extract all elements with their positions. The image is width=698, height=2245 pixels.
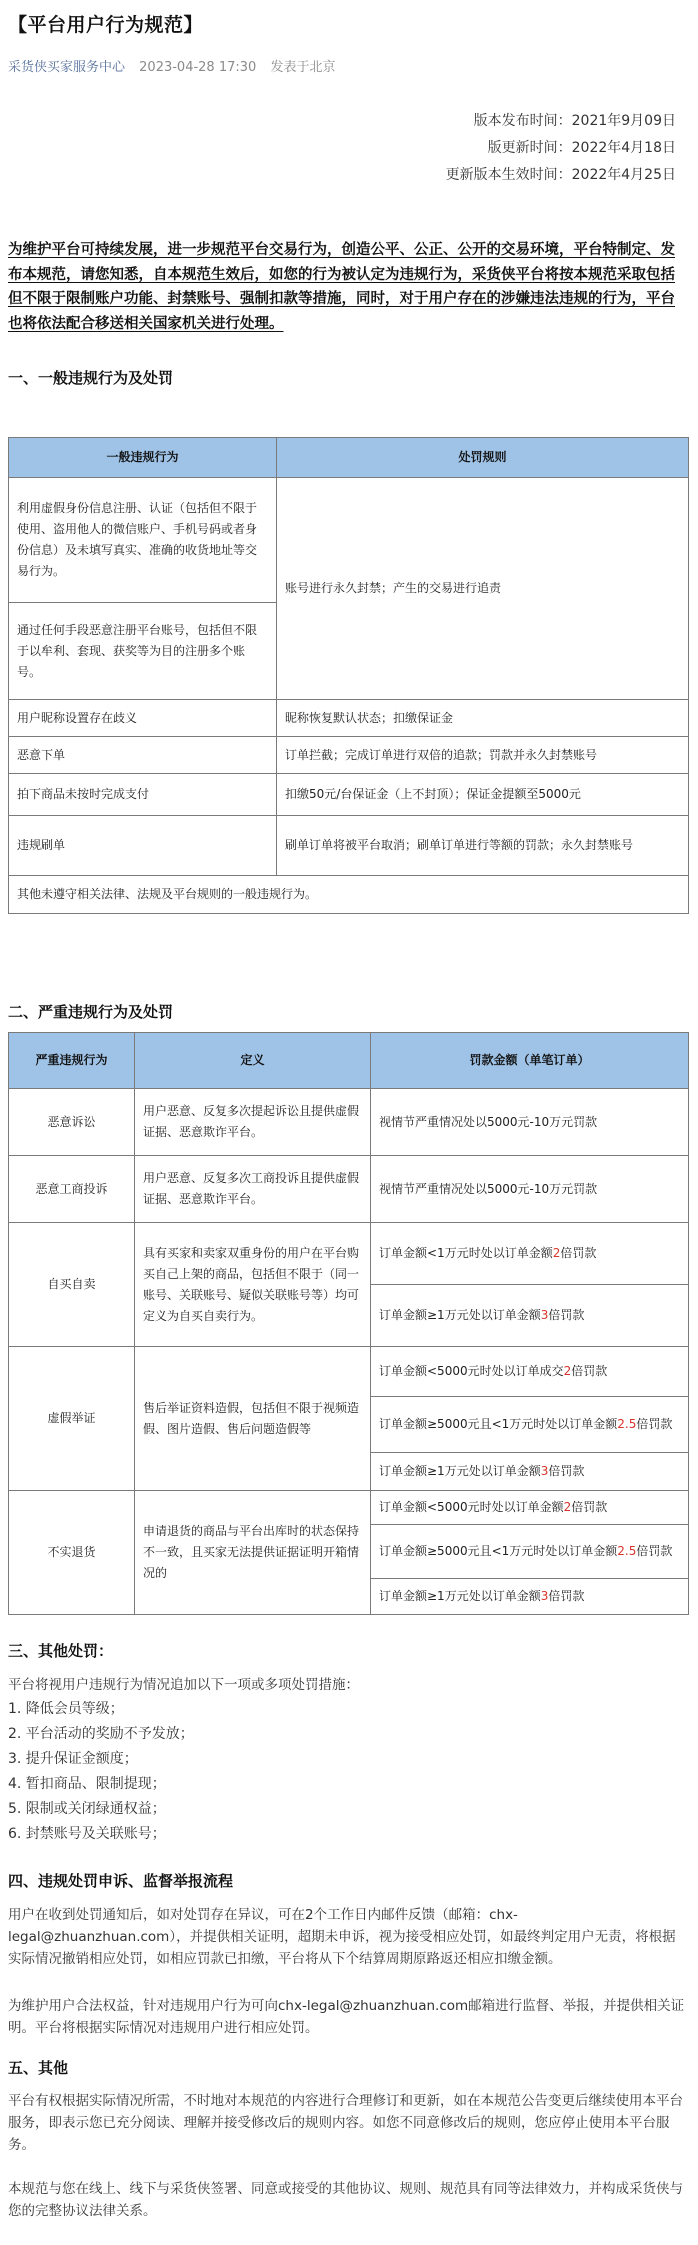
table1-header-behavior: 一般违规行为 <box>9 438 277 478</box>
author-link[interactable]: 采货侠买家服务中心 <box>8 60 126 75</box>
violation-fine: 订单金额≥1万元处以订单金额3倍罚款 <box>371 1453 689 1491</box>
list-item: 3. 提升保证金额度； <box>8 1751 138 1767</box>
table-row: 用户昵称设置存在歧义 <box>9 700 277 737</box>
table2-header-definition: 定义 <box>135 1033 371 1089</box>
table-cell: 订单拦截；完成订单进行双倍的追款；罚款并永久封禁账号 <box>277 737 689 774</box>
table-cell: 昵称恢复默认状态；扣缴保证金 <box>277 700 689 737</box>
section5-paragraph-2: 本规范与您在线上、线下与采货侠签署、同意或接受的其他协议、规则、规范具有同等法律效力，并构成采货侠与您的完整协议法律关系。 <box>8 2181 683 2219</box>
section4-paragraph-1: 用户在收到处罚通知后，如对处罚存在异议，可在2个工作日内邮件反馈（邮箱：chx-legal@zhuanzhuan.com），并提供相关证明，超期未申诉，视为接受相应处罚，如最终判定用户无责，将根据实际情况撤销相应处罚，如相应罚款已扣缴，平台将从下个结算周期原路返还相应扣缴金额。 <box>8 1907 676 1967</box>
table1-footer: 其他未遵守相关法律、法规及平台规则的一般违规行为。 <box>9 876 689 914</box>
violation-definition: 用户恶意、反复多次工商投诉且提供虚假证据、恶意欺诈平台。 <box>135 1156 371 1223</box>
violation-fine: 订单金额<1万元时处以订单金额2倍罚款 <box>371 1223 689 1285</box>
article-meta <box>8 56 345 75</box>
violation-fine: 视情节严重情况处以5000元-10万元罚款 <box>371 1089 689 1156</box>
violation-name: 不实退货 <box>9 1491 135 1615</box>
table-row: 拍下商品未按时完成支付 <box>9 774 277 816</box>
violation-definition: 用户恶意、反复多次提起诉讼且提供虚假证据、恶意欺诈平台。 <box>135 1089 371 1156</box>
section5-paragraph-1: 平台有权根据实际情况所需，不时地对本规范的内容进行合理修订和更新，如在本规范公告变更后继续使用本平台服务，即表示您已充分阅读、理解并接受修改后的规则内容。如您不同意修改后的规则，您应停止使用本平台服务。 <box>8 2093 683 2153</box>
list-item: 5. 限制或关闭绿通权益； <box>8 1801 166 1817</box>
table2-header-violation: 严重违规行为 <box>9 1033 135 1089</box>
list-item: 6. 封禁账号及关联账号； <box>8 1826 166 1842</box>
section2-heading: 二、严重违规行为及处罚 <box>8 1003 174 1021</box>
serious-violations-table <box>8 1032 689 1615</box>
section4-heading: 四、违规处罚申诉、监督举报流程 <box>8 1872 234 1890</box>
violation-fine: 订单金额<5000元时处以订单金额2倍罚款 <box>371 1491 689 1525</box>
table-row: 利用虚假身份信息注册、认证（包括但不限于使用、盗用他人的微信账户、手机号码或者身份信息）及未填写真实、准确的收货地址等交易行为。 <box>9 478 277 603</box>
section4-paragraph-2: 为维护用户合法权益，针对违规用户行为可向chx-legal@zhuanzhuan.com邮箱进行监督、举报，并提供相关证明。平台将根据实际情况对违规用户进行相应处罚。 <box>8 1998 685 2036</box>
article-title: 【平台用户行为规范】 <box>8 14 204 36</box>
merged-penalty-cell: 账号进行永久封禁；产生的交易进行追责 <box>277 478 689 700</box>
violation-definition: 售后举证资料造假，包括但不限于视频造假、图片造假、售后问题造假等 <box>135 1347 371 1491</box>
violation-name: 恶意工商投诉 <box>9 1156 135 1223</box>
violation-name: 自买自卖 <box>9 1223 135 1347</box>
version-update-time: 版更新时间：2022年4月18日 <box>487 140 676 156</box>
section3-heading: 三、其他处罚： <box>8 1642 114 1660</box>
violation-fine: 视情节严重情况处以5000元-10万元罚款 <box>371 1156 689 1223</box>
publish-location: 发表于北京 <box>270 60 336 75</box>
list-item: 4. 暂扣商品、限制提现； <box>8 1776 166 1792</box>
violation-fine: 订单金额≥5000元且<1万元时处以订单金额2.5倍罚款 <box>371 1397 689 1453</box>
list-item: 2. 平台活动的奖励不予发放； <box>8 1726 194 1742</box>
violation-fine: 订单金额≥1万元处以订单金额3倍罚款 <box>371 1285 689 1347</box>
intro-paragraph: 为维护平台可持续发展，进一步规范平台交易行为，创造公平、公正、公开的交易环境，平台特制定、发布本规范，请您知悉，自本规范生效后，如您的行为被认定为违规行为，采货侠平台将按本规范采取包括但不限于限制账户功能、封禁账号、强制扣款等措施，同时，对于用户存在的涉嫌违法违规的行为，平台也将依法配合移送相关国家机关进行处理。 <box>8 242 675 332</box>
version-effective-time: 更新版本生效时间：2022年4月25日 <box>445 167 676 183</box>
violation-name: 虚假举证 <box>9 1347 135 1491</box>
section3-lead: 平台将视用户违规行为情况追加以下一项或多项处罚措施： <box>8 1677 359 1693</box>
list-item: 1. 降低会员等级； <box>8 1701 124 1717</box>
table-row: 通过任何手段恶意注册平台账号，包括但不限于以牟利、套现、获奖等为目的注册多个账号。 <box>9 603 277 700</box>
table-cell: 扣缴50元/台保证金（上不封顶）；保证金提额至5000元 <box>277 774 689 816</box>
violation-name: 恶意诉讼 <box>9 1089 135 1156</box>
section5-heading: 五、其他 <box>8 2059 69 2077</box>
violation-definition: 具有买家和卖家双重身份的用户在平台购买自己上架的商品，包括但不限于（同一账号、关联账号、疑似关联账号等）均可定义为自买自卖行为。 <box>135 1223 371 1347</box>
table1-header-penalty: 处罚规则 <box>277 438 689 478</box>
violation-definition: 申请退货的商品与平台出库时的状态保持不一致，且买家无法提供证据证明开箱情况的 <box>135 1491 371 1615</box>
table2-header-fine: 罚款金额（单笔订单） <box>371 1033 689 1089</box>
table-cell: 刷单订单将被平台取消；刷单订单进行等额的罚款；永久封禁账号 <box>277 816 689 876</box>
version-release-time: 版本发布时间：2021年9月09日 <box>473 113 676 129</box>
violation-fine: 订单金额≥1万元处以订单金额3倍罚款 <box>371 1579 689 1615</box>
table-row: 违规刷单 <box>9 816 277 876</box>
table-row: 恶意下单 <box>9 737 277 774</box>
general-violations-table <box>8 437 689 914</box>
section1-heading: 一、一般违规行为及处罚 <box>8 369 174 387</box>
penalty-measures-list <box>8 1697 688 1847</box>
publish-date: 2023-04-28 17:30 <box>139 60 257 75</box>
violation-fine: 订单金额<5000元时处以订单成交2倍罚款 <box>371 1347 689 1397</box>
violation-fine: 订单金额≥5000元且<1万元时处以订单金额2.5倍罚款 <box>371 1525 689 1579</box>
